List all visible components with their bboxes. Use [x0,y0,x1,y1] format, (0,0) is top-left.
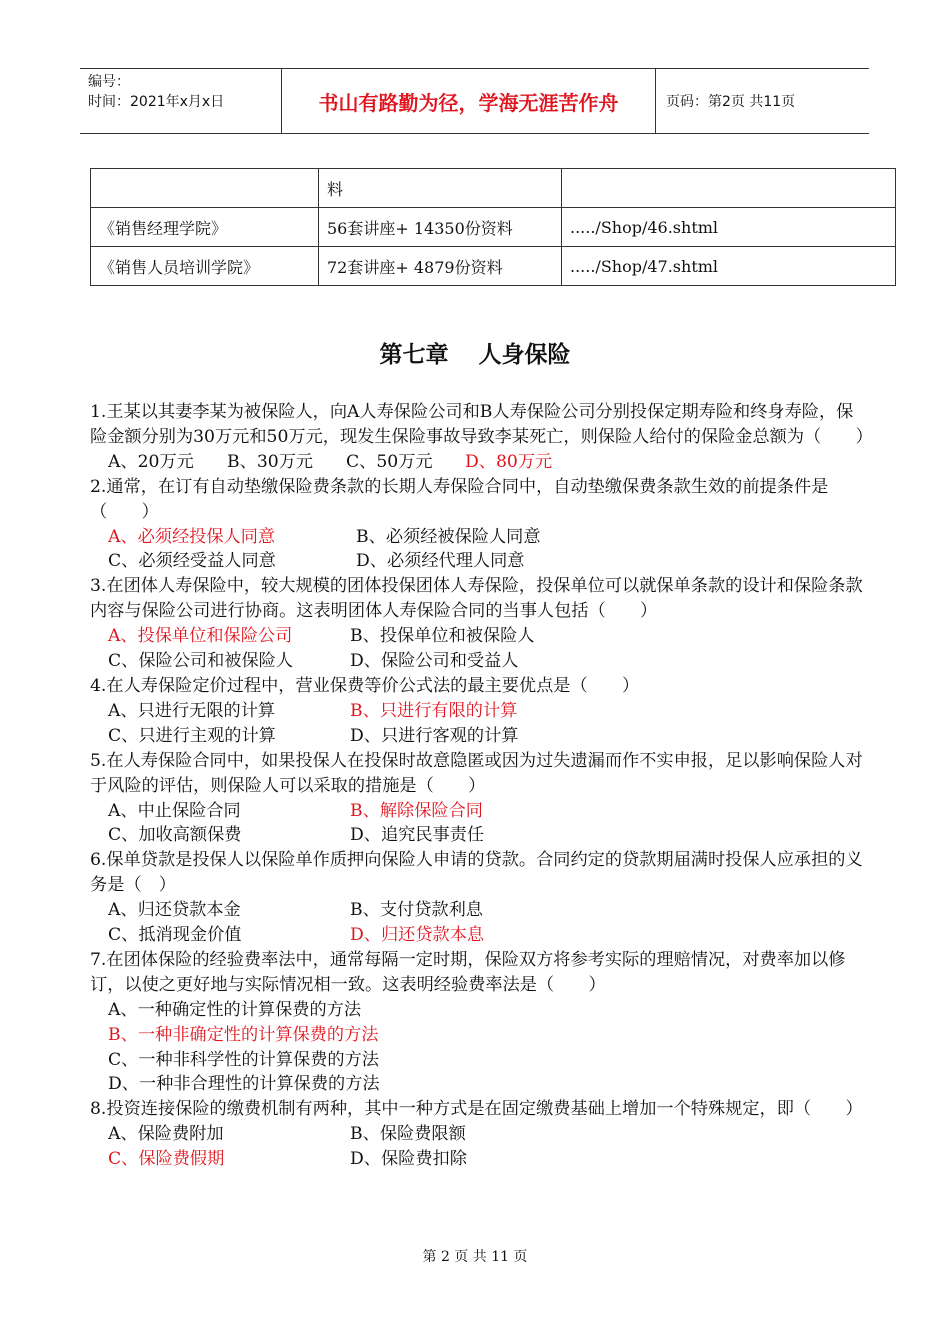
code-label: 编号： [88,74,130,90]
options-row [90,549,870,574]
chapter-number: 第七章 [379,342,449,368]
options-row [90,923,870,948]
page-footer: 第 2 页 共 11 页 [422,1249,528,1265]
options-row [90,724,870,749]
option-a: A、一种确定性的计算保费的方法 [108,999,362,1020]
option-a: A、20万元 [108,451,194,472]
table-row [91,169,896,208]
page-header [80,68,869,134]
option-d: D、保险公司和受益人 [350,651,519,672]
options-row [90,823,870,848]
option-b: B、一种非确定性的计算保费的方法 [108,1024,379,1045]
option-d: D、归还贷款本息 [350,925,485,946]
options-row [90,525,870,550]
options-row [90,1048,870,1073]
time-label: 时间：2021年x月x日 [88,94,225,110]
options-row [90,1072,870,1097]
option-c: C、保险公司和被保险人 [108,651,294,672]
question-stem: 2.通常，在订有自动垫缴保险费条款的长期人寿保险合同中，自动垫缴保费条款生效的前提条件是（ ） [90,476,829,522]
option-b: B、保险费限额 [350,1124,466,1145]
option-d: D、一种非合理性的计算保费的方法 [108,1074,380,1095]
option-c: C、保险费假期 [108,1149,225,1170]
question-list [90,400,873,1172]
header-meta [80,69,282,133]
resource-link-cell[interactable]: ...../Shop/47.shtml [562,247,896,286]
resource-content-cell: 56套讲座+ 14350份资料 [319,208,562,247]
option-c: C、只进行主观的计算 [108,725,276,746]
options-row [90,1023,870,1048]
option-a: A、归还贷款本金 [108,900,241,921]
resource-content-cell: 料 [319,169,562,208]
chapter-heading [0,336,950,369]
option-d: D、80万元 [465,451,553,472]
resource-content-cell: 72套讲座+ 4879份资料 [319,247,562,286]
question-stem: 4.在人寿保险定价过程中，营业保费等价公式法的最主要优点是（ ） [90,675,640,696]
question-stem: 5.在人寿保险合同中，如果投保人在投保时故意隐匿或因为过失遗漏而作不实申报，足以影响保险人对于风险的评估，则保险人可以采取的措施是（ ） [90,750,863,796]
resource-table [90,168,896,286]
option-a: A、只进行无限的计算 [108,700,276,721]
question-stem: 8.投资连接保险的缴费机制有两种，其中一种方式是在固定缴费基础上增加一个特殊规定，即（ ） [90,1099,863,1120]
option-d: D、追究民事责任 [350,825,485,846]
option-a: A、投保单位和保险公司 [108,626,293,647]
options-row [90,1122,870,1147]
option-b: B、解除保险合同 [350,800,483,821]
option-d: D、保险费扣除 [350,1149,467,1170]
option-a: A、必须经投保人同意 [108,526,276,547]
options-row [90,699,870,724]
options-row [90,649,870,674]
resource-name-cell: 《销售经理学院》 [91,208,319,247]
resource-name-cell [91,169,319,208]
table-row [91,247,896,286]
options-row [90,624,870,649]
resource-link-cell [562,169,896,208]
option-b: B、支付贷款利息 [350,900,483,921]
option-b: B、投保单位和被保险人 [350,626,535,647]
question-stem: 6.保单贷款是投保人以保险单作质押向保险人申请的贷款。合同约定的贷款期届满时投保人应承担的义务是（ ） [90,850,863,896]
table-row [91,208,896,247]
options-row [90,450,870,475]
resource-link-cell[interactable]: ...../Shop/46.shtml [562,208,896,247]
question-stem: 3.在团体人寿保险中，较大规模的团体投保团体人寿保险，投保单位可以就保单条款的设计和保险条款内容与保险公司进行协商。这表明团体人寿保险合同的当事人包括（ ） [90,576,863,622]
options-row [90,998,870,1023]
header-motto: 书山有路勤为径，学海无涯苦作舟 [282,69,656,133]
option-b: B、必须经被保险人同意 [356,526,541,547]
options-row [90,799,870,824]
option-c: C、抵消现金价值 [108,925,242,946]
question-stem: 1.王某以其妻李某为被保险人，向A人寿保险公司和B人寿保险公司分别投保定期寿险和终身寿险，保险金额分别为30万元和50万元，现发生保险事故导致李某死亡，则保险人给付的保险金总额为（ ） [90,402,873,447]
option-d: D、只进行客观的计算 [350,725,519,746]
option-a: A、保险费附加 [108,1124,224,1145]
chapter-title: 人身保险 [478,342,571,368]
option-c: C、一种非科学性的计算保费的方法 [108,1049,379,1070]
option-a: A、中止保险合同 [108,800,241,821]
option-c: C、50万元 [346,451,433,472]
question-stem: 7.在团体保险的经验费率法中，通常每隔一定时期，保险双方将参考实际的理赔情况，对费率加以修订，以使之更好地与实际情况相一致。这表明经验费率法是（ ） [90,949,846,995]
resource-name-cell: 《销售人员培训学院》 [91,247,319,286]
options-row [90,898,870,923]
option-c: C、必须经受益人同意 [108,551,276,572]
option-b: B、只进行有限的计算 [350,700,518,721]
options-row [90,1147,870,1172]
option-d: D、必须经代理人同意 [356,551,525,572]
option-c: C、加收高额保费 [108,825,242,846]
option-b: B、30万元 [227,451,314,472]
header-page-info: 页码：第2页 共11页 [666,94,796,110]
